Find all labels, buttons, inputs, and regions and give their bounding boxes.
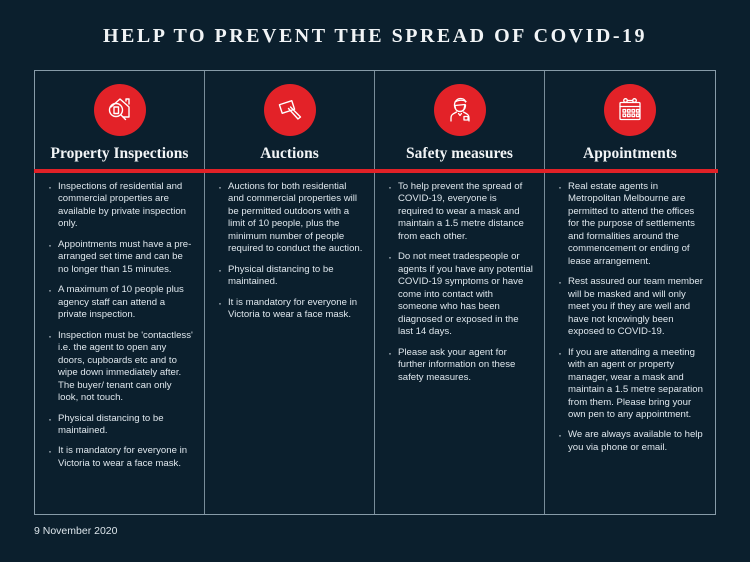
bullet-item: · Do not meet tradespeople or agents if you have any potential COVID-19 symptoms or have come into contact with someone who has been diagnosed or exposed in the last 14 days. [387,251,533,338]
header-divider-line [34,169,718,173]
column-header [35,71,204,169]
column-title: Property Inspections [50,145,189,162]
column-appointments [545,71,715,514]
footer-date: 9 November 2020 [34,525,118,537]
gavel-icon [264,84,316,136]
bullet-item: · It is mandatory for everyone in Victoria to wear a face mask. [47,445,193,470]
column-body [35,169,204,514]
page-title: HELP TO PREVENT THE SPREAD OF COVID-19 [103,25,647,47]
column-body [205,169,374,514]
column-safety-measures [375,71,545,514]
masked-person-icon [434,84,486,136]
bullet-item: · Please ask your agent for further information on these safety measures. [387,347,533,384]
column-header [545,71,715,169]
bullet-item: · Inspections of residential and commercial properties are available by private inspection only. [47,181,193,231]
bullet-item: · We are always available to help you via phone or email. [557,429,704,454]
bullet-list [387,181,533,384]
bullet-item: · Inspection must be 'contactless' i.e. the agent to open any doors, cupboards etc and to wipe down immediately after. The buyer/ tenant can only look, not touch. [47,330,193,405]
column-body [545,169,715,514]
column-body [375,169,544,514]
bullet-item: · Rest assured our team member will be masked and will only meet you if they are well and have not knowingly been exposed to COVID-19. [557,276,704,338]
column-header [375,71,544,169]
bullet-list [557,181,704,454]
info-table [34,70,716,515]
bullet-item: · Physical distancing to be maintained. [217,264,363,289]
bullet-item: · Real estate agents in Metropolitan Melbourne are permitted to attend the offices for the purpose of settlements and formalities around the commencement or ending of lease arrangement. [557,181,704,268]
bullet-list [217,181,363,322]
column-title: Appointments [583,145,677,162]
column-title: Auctions [260,145,319,162]
bullet-list [47,181,193,470]
house-magnifier-icon [94,84,146,136]
column-header [205,71,374,169]
bullet-item: · Auctions for both residential and commercial properties will be permitted outdoors with a limit of 10 people, plus the minimum number of people required to conduct the auction. [217,181,363,256]
bullet-item: · Appointments must have a pre-arranged set time and can be no longer than 15 minutes. [47,239,193,276]
bullet-item: · Physical distancing to be maintained. [47,413,193,438]
column-title: Safety measures [406,145,513,162]
bullet-item: · It is mandatory for everyone in Victoria to wear a face mask. [217,297,363,322]
calendar-icon [604,84,656,136]
column-property-inspections [35,71,205,514]
bullet-item: · A maximum of 10 people plus agency staff can attend a private inspection. [47,284,193,321]
column-auctions [205,71,375,514]
bullet-item: · If you are attending a meeting with an agent or property manager, wear a mask and maintain a 1.5 metre separation from them. Please bring your own pen to any appointment. [557,347,704,422]
bullet-item: · To help prevent the spread of COVID-19, everyone is required to wear a mask and maintain a 1.5 metre distance from each other. [387,181,533,243]
